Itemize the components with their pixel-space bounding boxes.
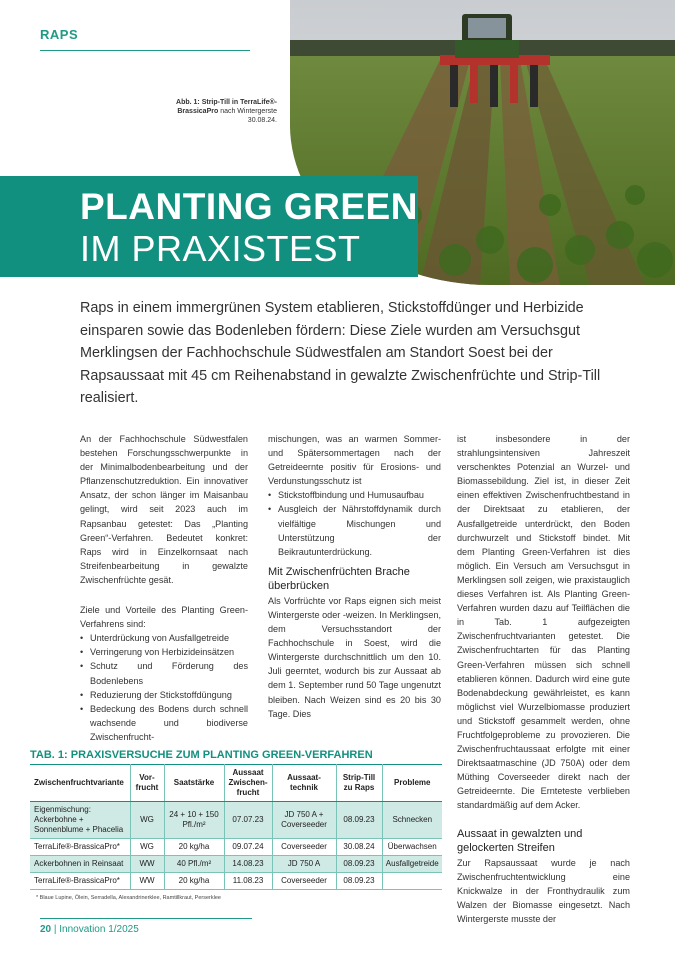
subheading-brache: Mit Zwischenfrüchten Brache überbrücken xyxy=(268,565,410,592)
body-paragraph: Zur Rapsaussaat wurde je nach Zwischenfruchtentwicklung eine Knickwalze in der Fronthydraulik zum Walzen der Biomasse eingesetzt. Nach Wintergerste musste der xyxy=(457,857,630,924)
table-cell: 08.09.23 xyxy=(336,856,382,873)
table-cell: 09.07.24 xyxy=(224,839,272,856)
table-cell: 20 kg/ha xyxy=(164,839,224,856)
table-cell: Coverseeder xyxy=(272,873,336,890)
table-cell: 11.08.23 xyxy=(224,873,272,890)
table-cell: Coverseeder xyxy=(272,839,336,856)
table-cell: Schnecken xyxy=(382,802,442,839)
continued-bullet-text: mischungen, was an warmen Sommer- und Spätersommertagen nach der Getreideernte positiv für Erosions- und Verdunstungsschutz ist xyxy=(268,434,441,487)
table-cell: WW xyxy=(130,873,164,890)
table-row xyxy=(30,856,442,873)
list-item: • Unterdrückung von Ausfallgetreide xyxy=(80,631,248,645)
table-cell: WG xyxy=(130,802,164,839)
list-item: • Schutz und Förderung des Bodenlebens xyxy=(80,659,248,687)
table-cell: 40 Pfl./m² xyxy=(164,856,224,873)
headline-line-1: PLANTING GREEN xyxy=(80,186,418,227)
list-item: • Bedeckung des Bodens durch schnell wachsende und biodiverse Zwischenfrucht- xyxy=(80,702,248,744)
list-item: • Stickstoffbindung und Humusaufbau xyxy=(268,488,441,502)
column-header: Saatstärke xyxy=(164,765,224,802)
column-header: Vor-frucht xyxy=(130,765,164,802)
text-column-3 xyxy=(457,432,630,940)
page-footer xyxy=(40,924,139,935)
column-header: Probleme xyxy=(382,765,442,802)
table-title: TAB. 1: PRAXISVERSUCHE ZUM PLANTING GREEN-VERFAHREN xyxy=(30,749,373,761)
table-cell: WW xyxy=(130,856,164,873)
table-cell: Ausfallgetreide xyxy=(382,856,442,873)
trials-table xyxy=(30,764,442,890)
table-cell: TerraLife®-BrassicaPro* xyxy=(30,839,130,856)
table-row xyxy=(30,839,442,856)
caption-text: nach Wintergerste 30.08.24. xyxy=(220,108,277,124)
table-cell: JD 750 A + Coverseeder xyxy=(272,802,336,839)
caption-bold: Abb. 1: Strip-Till in TerraLife®-BrassicaPro xyxy=(176,99,277,115)
goals-list xyxy=(80,631,248,744)
subheading-aussaat: Aussaat in gewalzten und gelockerten Streifen xyxy=(457,827,583,854)
list-item: • Ausgleich der Nährstoffdynamik durch vielfältige Mischungen und Unterstützung der Beikrautunterdrückung. xyxy=(268,502,441,558)
list-item: • Reduzierung der Stickstoffdüngung xyxy=(80,688,248,702)
footer-divider xyxy=(40,918,252,919)
footer-separator: | xyxy=(51,924,60,935)
column-header: Aussaat-technik xyxy=(272,765,336,802)
goals-intro: Ziele und Vorteile des Planting Green-Verfahrens sind: xyxy=(80,605,248,630)
table-cell xyxy=(382,873,442,890)
column-header: Zwischenfruchtvariante xyxy=(30,765,130,802)
page-number: 20 xyxy=(40,924,52,935)
table-cell: Eigenmischung: Ackerbohne + Sonnenblume + Phacelia xyxy=(30,802,130,839)
table-cell: 07.07.23 xyxy=(224,802,272,839)
table-header-row xyxy=(30,765,442,802)
photo-caption xyxy=(175,98,277,125)
issue-label: Innovation 1/2025 xyxy=(59,924,139,935)
table-row xyxy=(30,873,442,890)
column-header: Aussaat Zwischen-frucht xyxy=(224,765,272,802)
list-item: • Verringerung von Herbizideinsätzen xyxy=(80,645,248,659)
table-cell: JD 750 A xyxy=(272,856,336,873)
text-column-1 xyxy=(80,432,248,744)
body-paragraph: ist insbesondere in der strahlungsintensiven Jahreszeit verschenktes Potenzial an Wurzel- und Biomassebildung. Ziel ist, in dieser Zeit einen effektiven Zwischenfruchtbestand in der Direktsaat zu etablieren, der Ausfallgetreide unterdrückt, den Boden durchwurzelt und Stickstoff bindet. Mit dem Planting Green-Verfahren ist dies möglich. Ein Versuch am Versuchsgut in Merklingsen soll zeigen, wie praxistauglich dieses Verfahren ist. Als Planting Green-Verfahren wurden dazu auf Teilflächen die in Tab. 1 aufgezeigten Zwischenfruchtvarianten getestet. Die Zwischenfruchtarten für das Planting Green-Verfahren müssen sich schnell etablieren können. Dadurch wird eine gute Bodenabdeckung gewährleistet, es kann möglichst viel Wurzelbiomasse produziert und Stickstoff gesammelt werden, ohne Fruchtfolgeprobleme zu provozieren. Die Zwischenfruchtaussaat erfolgte mit einer Direktsaatmaschine (JD 750A) oder dem Müthing Coverseeder direkt nach der Getreideernte. Die Ernteteste verblieben standardmäßig auf dem Acker. xyxy=(457,434,630,811)
section-divider xyxy=(40,50,250,51)
column-header: Strip-Till zu Raps xyxy=(336,765,382,802)
intro-paragraph: An der Fachhochschule Südwestfalen bestehen Forschungsschwerpunkte in der Minimalbodenbearbeitung und der Pflanzenschutzreduktion. Ein innovativer Ansatz, der schon länger im Maisanbau gelingt, wird seit 2023 auch im Rapsanbau getestet: Das „Planting Green“-Verfahren. Bedeutet konkret: Raps wird in Einzelkornsaat nach Streifenbearbeitung in gewalzte Zwischenfrüchte gesät. xyxy=(80,434,248,585)
body-paragraph: Als Vorfrüchte vor Raps eignen sich meist Wintergerste oder -weizen. In Merklingsen, dem Versuchsstandort der Fachhochschule in Soest, wird die Wintergerste durchschnittlich um den 10. Juli geerntet, wodurch bis zur Aussaat ab dem 1. September rund 50 Tage ungenutzt bleiben. Nach Weizen sind es 20 bis 30 Tage. Dies xyxy=(268,595,441,719)
table-cell: Überwachsen xyxy=(382,839,442,856)
table-row xyxy=(30,802,442,839)
table-cell: Ackerbohnen in Reinsaat xyxy=(30,856,130,873)
lead-paragraph: Raps in einem immergrünen System etablieren, Stickstoffdünger und Herbizide einsparen sowie das Bodenleben fördern: Diese Ziele wurden am Versuchsgut Merklingsen der Fachhochschule Südwestfalen am Standort Soest bei der Rapsaussaat mit 45 cm Reihenabstand in gewalzte Zwischenfrüchte und Strip-Till realisiert. xyxy=(80,300,601,406)
headline-line-2: IM PRAXISTEST xyxy=(80,228,361,269)
goals-list-continued xyxy=(268,488,441,558)
table-cell: TerraLife®-BrassicaPro* xyxy=(30,873,130,890)
table-cell: 08.09.23 xyxy=(336,802,382,839)
table-cell: 14.08.23 xyxy=(224,856,272,873)
table-cell: 30.08.24 xyxy=(336,839,382,856)
table-footnote: * Blaue Lupine, Ölein, Serradella, Alexandrinerklee, Ramtillkraut, Perserklee xyxy=(36,895,221,901)
text-column-2 xyxy=(268,432,441,735)
table-cell: 24 + 10 + 150 Pfl./m² xyxy=(164,802,224,839)
section-label: RAPS xyxy=(40,27,79,42)
table-cell: 08.09.23 xyxy=(336,873,382,890)
table-cell: WG xyxy=(130,839,164,856)
table-cell: 20 kg/ha xyxy=(164,873,224,890)
